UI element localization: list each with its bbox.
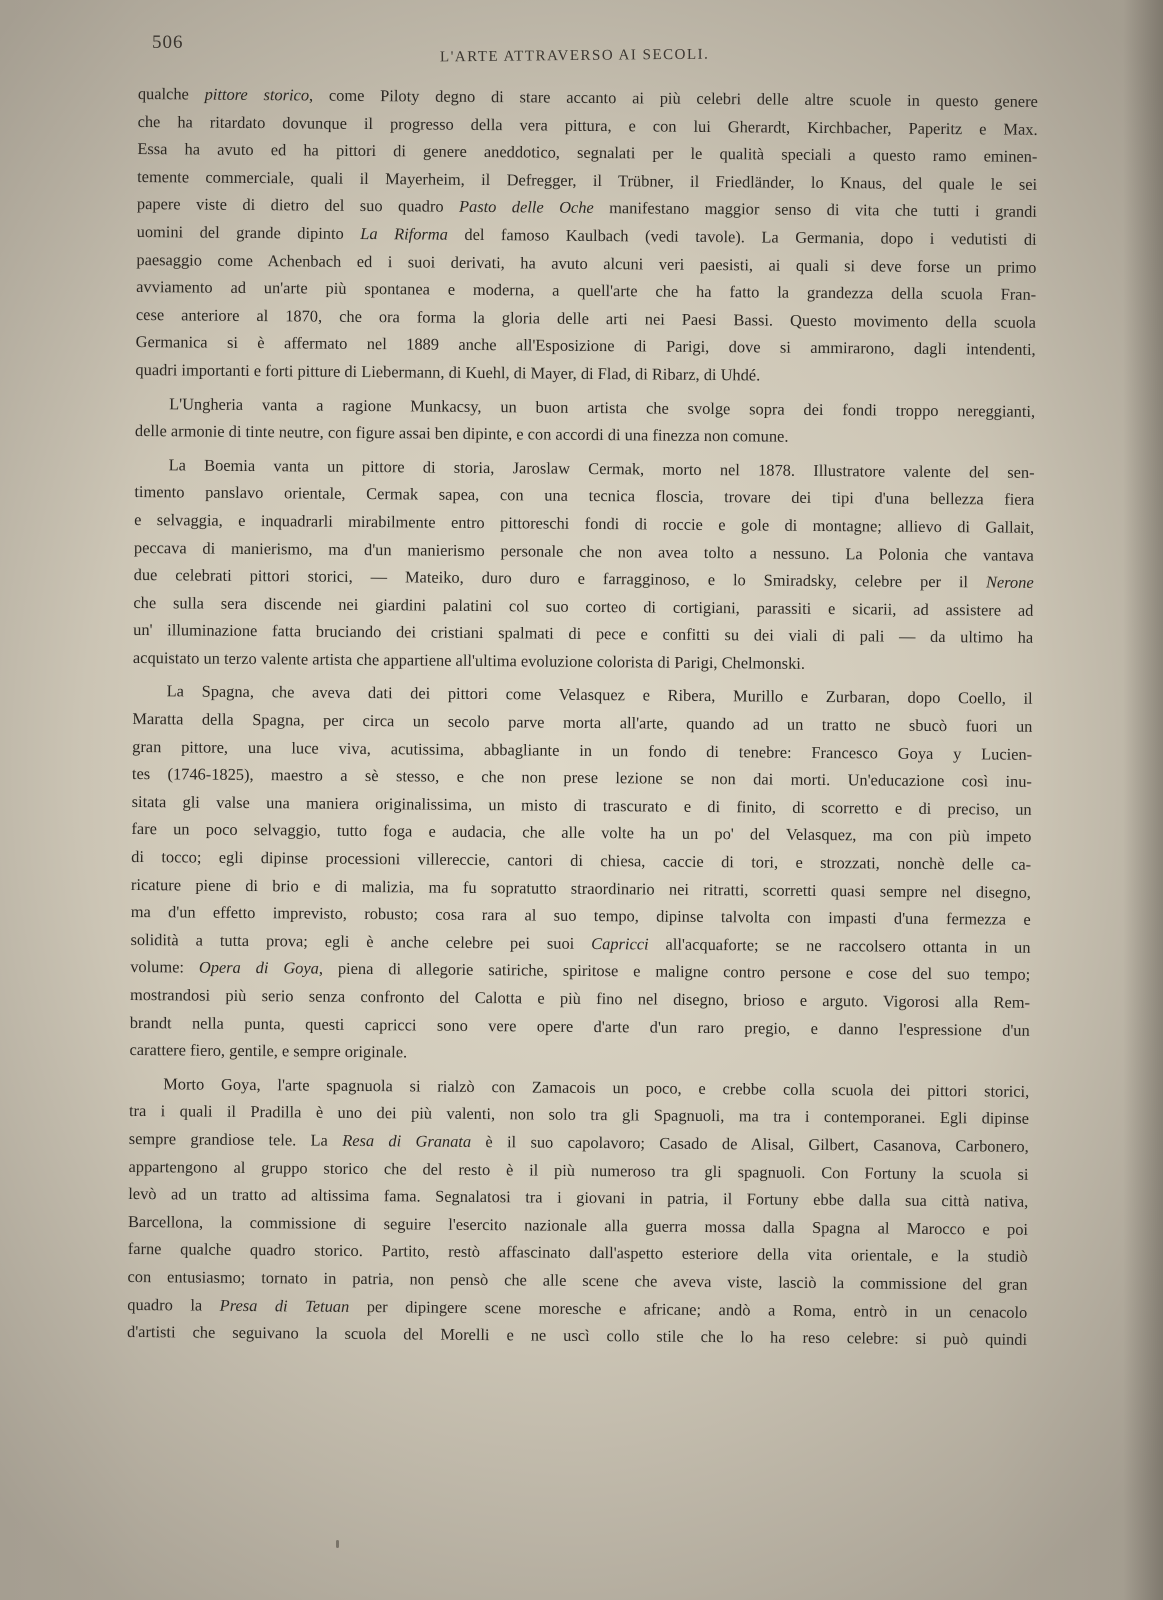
text-line: con entusiasmo; tornato in patria, non pensò che alle scene che aveva viste, lasciò la commissione del gran [127,1266,1028,1294]
italic-title: Opera di Goya [198,957,319,979]
text-line: fare un poco selvaggio, tutto foga e audacia, che alle volte ha un po' del Velasquez, ma con più impeto [131,819,1032,847]
running-title: L'ARTE ATTRAVERSO AI SECOLI. [439,46,710,66]
text-line: delle armonie di tinte neutre, con figure assai ben dipinte, e con accordi di una finezza non comune. [134,421,789,446]
text-line: volume: Opera di Goya, piena di allegorie satiriche, spiritose e maligne contro persone e cose del suo tempo; [130,957,1031,985]
italic-title: Pasto delle Oche [458,197,594,218]
italic-title: Resa di Granata [342,1130,472,1151]
text-line: La Boemia vanta un pittore di storia, Jaroslaw Cermak, morto nel 1878. Illustratore valente del sen- [168,455,1035,482]
paragraph-boemia-polonia [133,451,1035,680]
text-line: mostrandosi più serio senza confronto del Calotta e più fino nel disegno, brioso e arguto. Vigorosi alla Rem- [129,984,1031,1012]
text-line: levò ad un tratto ad altissima fama. Segnalatosi tra i giovani in patria, il Fortuny ebbe dalla sua città nativa, [128,1184,1029,1211]
text-line: tra i quali il Pradilla è uno dei più valenti, non solo tra gli Spagnuoli, ma tra i contemporanei. Egli dipinse [128,1101,1030,1129]
text-line: cese anteriore al 1870, che ora forma la gloria delle arti nei Paesi Bassi. Questo movimento della scuola [135,304,1037,332]
text-line: paesaggio come Achenbach ed i suoi derivati, ha avuto alcuni veri paesisti, ai quali si deve forse un primo [136,249,1037,277]
text-line: farne qualche quadro storico. Partito, restò affascinato dall'aspetto esteriore della vita orientale, e la studiò [127,1239,1028,1267]
text-line: L'Ungheria vanta a ragione Munkacsy, un buon artista che svolge sopra dei fondi troppo nereggianti, [169,393,1036,421]
text-line: che ha ritardato dovunque il progresso della vera pittura, e con lui Gherardt, Kirchbacher, Paperitz e Max. [137,111,1038,139]
text-line: acquistato un terzo valente artista che appartiene all'ultima evoluzione colorista di Parigi, Chelmonski. [132,647,806,673]
text-line: Morto Goya, l'arte spagnuola si rialzò con Zamacois un poco, e crebbe colla scuola dei pittori storici, [163,1074,1030,1101]
text-line: due celebrati pittori storici, — Mateiko, duro duro e farragginoso, e lo Smiradsky, celebre per il Nerone [133,565,1034,592]
text-line: e selvaggia, e inquadrarli mirabilmente entro pittoreschi fondi di roccie e gole di montagne; allievo di Gallait, [134,509,1035,537]
text-line: solidità a tutta prova; egli è anche celebre pei suoi Capricci all'acquaforte; se ne raccolsero ottanta in un [130,929,1031,957]
text-line: timento panslavo orientale, Cermak sapea, con una tecnica floscia, trovare dei tipi d'una bellezza fiera [134,482,1035,510]
text-line: che sulla sera discende nei giardini palatini col suo corteo di cortigiani, parassiti e sicarii, ad assistere ad [133,592,1034,620]
text-line: Germanica si è affermato nel 1889 anche all'Esposizione di Parigi, dove si ammirarono, dagli intendenti, [135,332,1036,360]
ink-speck [336,1540,339,1548]
text-line: d'artisti che seguivano la scuola del Morelli e ne uscì collo stile che lo ha reso celebre: si può quindi [126,1322,1028,1349]
italic-title: Capricci [591,933,649,954]
text-line: peccava di manierismo, ma d'un manierismo personale che non avea tolto a nessuno. La Polonia che vantava [133,537,1034,565]
italic-title: Presa di Tetuan [219,1295,350,1316]
italic-title: pittore storico [204,84,310,105]
text-line: Barcellona, la commissione di seguire l'esercito nazionale alla guerra mossa dalla Spagna al Marocco e poi [127,1211,1029,1239]
text-line: temente commerciale, quali il Mayerheim, il Defregger, il Trübner, il Friedländer, lo Knaus, del quale le sei [137,166,1038,194]
italic-title: La Riforma [360,223,448,244]
text-line: di tocco; egli dipinse processioni villereccie, cantori di chiesa, caccie di tori, e strozzati, nonchè delle ca- [131,847,1032,874]
text-line: Essa ha avuto ed ha pittori di genere aneddotico, segnalati per le qualità speciali a questo ramo eminen- [137,139,1038,167]
text-line: papere viste di dietro del suo quadro Pasto delle Oche manifestano maggior senso di vita che tutti i grandi [136,194,1037,222]
text-line: carattere fiero, gentile, e sempre originale. [129,1040,408,1062]
text-line: ma d'un effetto imprevisto, robusto; cosa rara al suo tempo, dipinse talvolta con impasti d'una fermezza e [130,902,1031,930]
text-line: Maratta della Spagna, per circa un secolo parve morta all'arte, quando ad un tratto ne sbucò fuori un [132,709,1033,736]
text-line: qualche pittore storico, come Piloty degno di stare accanto ai più celebri delle altre scuole in questo genere [137,83,1038,111]
text-line: sitata gli valse una maniera originalissima, un misto di trascurato e di finito, di scorretto e di preciso, un [131,791,1032,819]
paragraph-ungheria [135,390,1035,453]
paragraph-spagna-goya [129,677,1032,1071]
paragraph-spagna-fortuny [127,1070,1029,1354]
text-line: La Spagna, che aveva dati dei pittori come Velasquez e Ribera, Murillo e Zurbaran, dopo Coello, il [166,681,1033,709]
text-line: uomini del grande dipinto La Riforma del famoso Kaulbach (vedi tavole). La Germania, dopo i vedutisti di [136,221,1037,249]
text-line: gran pittore, una luce viva, acutissima, abbagliante in un fondo di tenebre: Francesco Goya y Lucien- [132,736,1033,764]
text-line: sempre grandiose tele. La Resa di Granata è il suo capolavoro; Casado de Alisal, Gilbert, Casanova, Carbonero, [128,1128,1029,1156]
body-text [127,80,1038,1354]
page-number: 506 [152,32,184,53]
text-line: tes (1746-1825), maestro a sè stesso, e che non prese lezione se non dai morti. Un'educazione così inu- [131,764,1032,792]
text-line: avviamento ad un'arte più spontanea e moderna, a quell'arte che ha fatto la grandezza della scuola Fran- [136,277,1037,305]
text-line: quadro la Presa di Tetuan per dipingere scene moresche e africane; andò a Roma, entrò in un cenacolo [127,1294,1028,1322]
paragraph-germania [135,80,1038,391]
text-line: un' illuminazione fatta bruciando dei cristiani spalmati di pece e confitti su dei viali di pali — da ultimo ha [133,620,1034,648]
italic-title: Nerone [985,572,1034,592]
text-line: ricature piene di brio e di malizia, ma fu sopratutto straordinario nei ritratti, scorretti quasi sempre nel disegno, [130,874,1032,902]
text-line: brandt nella punta, questi capricci sono vere opere d'arte d'un raro pregio, e danno l'espressione d'un [129,1012,1030,1040]
text-line: quadri importanti e forti pitture di Liebermann, di Kuehl, di Mayer, di Flad, di Ribarz, di Uhdé. [135,359,761,385]
text-line: appartengono al gruppo storico che del resto è il più numeroso tra gli spagnuoli. Con Fortuny la scuola si [128,1156,1029,1184]
